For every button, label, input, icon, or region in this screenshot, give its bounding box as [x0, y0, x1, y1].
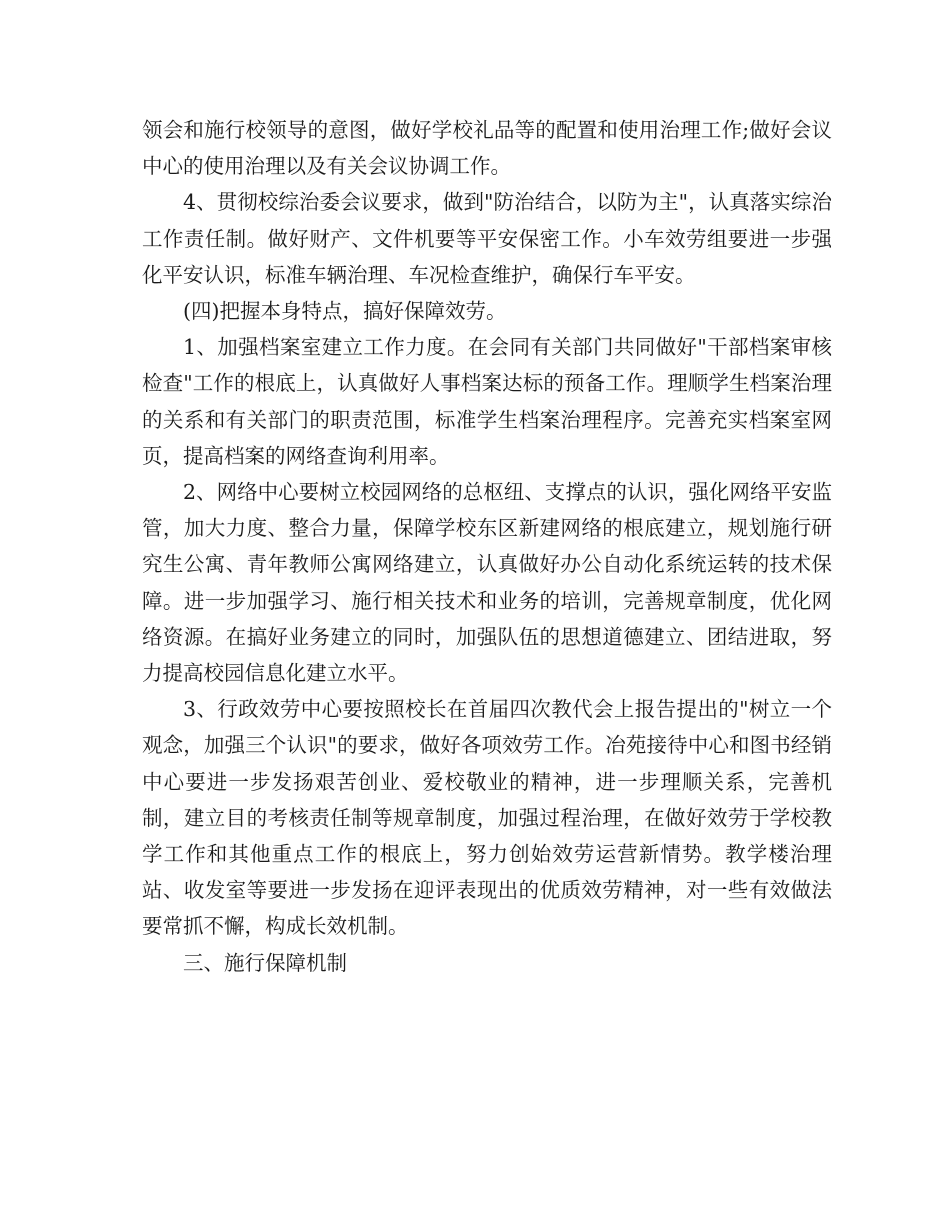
- section-heading: (四)把握本身特点，搞好保障效劳。: [183, 299, 507, 324]
- paragraph: 2、网络中心要树立校园网络的总枢纽、支撑点的认识，强化网络平安监管，加大力度、整合力量，保障学校东区新建网络的根底建立，规划施行研究生公寓、青年教师公寓网络建立，认真做好办公自动化系统运转的技术保障。进一步加强学习、施行相关技术和业务的培训，完善规章制度，优化网络资源。在搞好业务建立的同时，加强队伍的思想道德建立、团结进取，努力提高校园信息化建立水平。: [142, 480, 832, 686]
- paragraph: 领会和施行校领导的意图，做好学校礼品等的配置和使用治理工作;做好会议中心的使用治理以及有关会议协调工作。: [142, 118, 832, 179]
- section-heading: 三、施行保障机制: [183, 950, 347, 975]
- paragraph: 3、行政效劳中心要按照校长在首届四次教代会上报告提出的"树立一个观念，加强三个认识"的要求，做好各项效劳工作。冶苑接待中心和图书经销中心要进一步发扬艰苦创业、爱校敬业的精神，进一步理顺关系，完善机制，建立目的考核责任制等规章制度，加强过程治理，在做好效劳于学校教学工作和其他重点工作的根底上，努力创始效劳运营新情势。教学楼治理站、收发室等要进一步发扬在迎评表现出的优质效劳精神，对一些有效做法要常抓不懈，构成长效机制。: [142, 697, 832, 939]
- paragraph: 1、加强档案室建立工作力度。在会同有关部门共同做好"干部档案审核检查"工作的根底上，认真做好人事档案达标的预备工作。理顺学生档案治理的关系和有关部门的职责范围，标准学生档案治理程序。完善充实档案室网页，提高档案的网络查询利用率。: [142, 335, 832, 468]
- document-body: [142, 112, 832, 981]
- paragraph: 4、贯彻校综治委会议要求，做到"防治结合，以防为主"，认真落实综治工作责任制。做好财产、文件机要等平安保密工作。小车效劳组要进一步强化平安认识，标准车辆治理、车况检查维护，确保行车平安。: [142, 190, 832, 287]
